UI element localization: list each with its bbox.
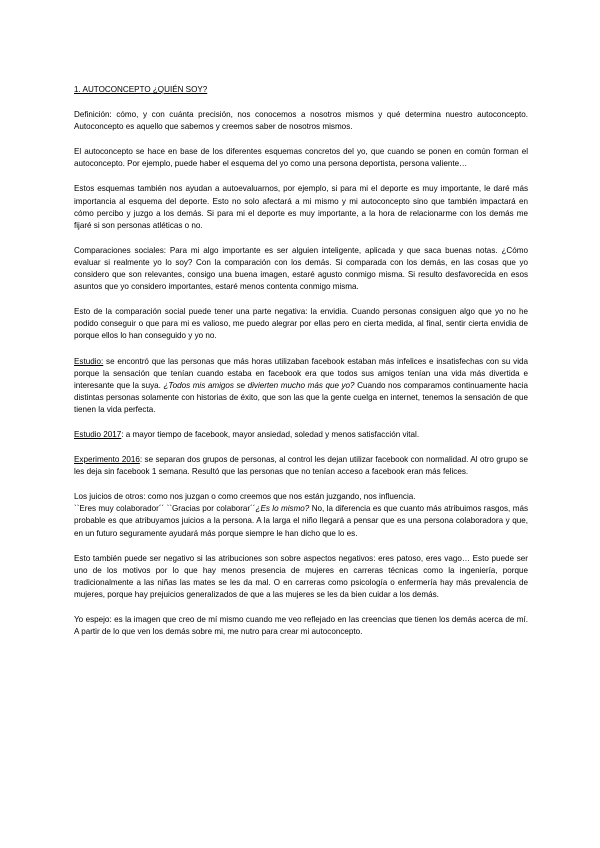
paragraph-definicion: Definición: cómo, y con cuánta precisión, nos conocemos a nosotros mismos y qué determina nuestro autoconcepto. Autoconcepto es aquello que sabemos y creemos saber de nosotros mismos. bbox=[74, 110, 528, 132]
paragraph-atribuciones-negativas: Esto también puede ser negativo si las atribuciones son sobre aspectos negativos: eres patoso, eres vago… Esto puede ser uno de los motivos por lo que hay menos presencia de mujeres en carreras técnicas como la ingeniería, porque tradicionalmente a las niñas las mates se les da mal. O en carreras como psicología o enfermería hay más prevalencia de mujeres, porque hay prejuicios generalizados de que a las mujeres se les da bien cuidar a los demás. bbox=[74, 553, 528, 599]
paragraph-envidia: Esto de la comparación social puede tener una parte negativa: la envidia. Cuando personas consiguen algo que yo no he podido conseguir o que para mi es valioso, me puedo alegrar por ellas pero en cierta medida, al final, sentir cierta envidia de porque ellos lo han conseguido y yo no. bbox=[74, 307, 528, 341]
paragraph-comparaciones-sociales: Comparaciones sociales: Para mi algo importante es ser alguien inteligente, aplicada y que saca buenas notas. ¿Cómo evaluar si realmente yo lo soy? Con la comparación con los demás. Si comparada con los demás, en las cosas que yo considero que son relevantes, consigo una buena imagen, estaré agusto conmigo misma. Si resulto desfavorecida en esos asuntos que yo considero importantes, estaré menos contenta conmigo misma. bbox=[74, 245, 528, 292]
paragraph-autoevaluacion: Estos esquemas también nos ayudan a autoevaluarnos, por ejemplo, si para mi el deporte es muy importante, le daré más importancia al esquema del deporte. Esto no solo afectará a mi mismo y mi autoconcepto sino que también impactará en cómo percibo y juzgo a los demás. Si para mi el deporte es muy importante, a la hora de relacionarme con los demás me fijaré si son personas atléticas o no. bbox=[74, 184, 528, 230]
estudio-2017-label: Estudio 2017 bbox=[74, 429, 122, 439]
experimento-2016-label: Experimento 2016 bbox=[74, 455, 140, 465]
document-body bbox=[74, 84, 528, 651]
paragraph-estudio-2017: Estudio 2017: a mayor tiempo de facebook, mayor ansiedad, soledad y menos satisfacción vital. bbox=[74, 429, 420, 439]
paragraph-esquemas: El autoconcepto se hace en base de los diferentes esquemas concretos del yo, que cuando se ponen en común forman el autoconcepto. Por ejemplo, puede haber el esquema del yo como una persona deportista, persona valiente… bbox=[74, 147, 528, 169]
estudio-label: Estudio: bbox=[74, 356, 104, 366]
page-title: 1. AUTOCONCEPTO ¿QUIÉN SOY? bbox=[74, 85, 208, 94]
paragraph-yo-espejo: Yo espejo: es la imagen que creo de mí mismo cuando me veo reflejado en las creencias que tienen los demás acerca de mí. A partir de lo que ven los demás sobre mi, me nutro para crear mi autoconcepto. bbox=[74, 615, 528, 637]
paragraph-juicios: Los juicios de otros: como nos juzgan o como creemos que nos están juzgando, nos influencia. ``Eres muy colaborador´´ ``Gracias por colaborar´´¿Es lo mismo? No, la diferencia es que cuanto más atribuimos rasgos, más probable es que atribuyamos juicios a la persona. A la larga el niño llegará a pensar que es una persona colaboradora y que, en un futuro seguramente ayudará más porque siempre le han dicho que lo es. bbox=[74, 492, 528, 538]
paragraph-estudio: Estudio: se encontró que las personas que más horas utilizaban facebook estaban más infelices e insatisfechas con su vida porque la sensación que tenían cuando estaba en facebook era que todos sus amigos tenían una vida más divertida e interesante que la suya. ¿Todos mis amigos se divierten mucho más que yo? Cuando nos comparamos continuamente hacia distintas personas solamente con historias de éxito, que son las que la gente cuelga en internet, tenemos la sensación de que tienen la vida perfecta. bbox=[74, 356, 528, 414]
paragraph-experimento-2016: Experimento 2016: se separan dos grupos de personas, al control les dejan utilizar facebook con normalidad. Al otro grupo se les deja sin facebook 1 semana. Resultó que las personas que no tenían acceso a facebook eran más felices. bbox=[74, 455, 528, 477]
